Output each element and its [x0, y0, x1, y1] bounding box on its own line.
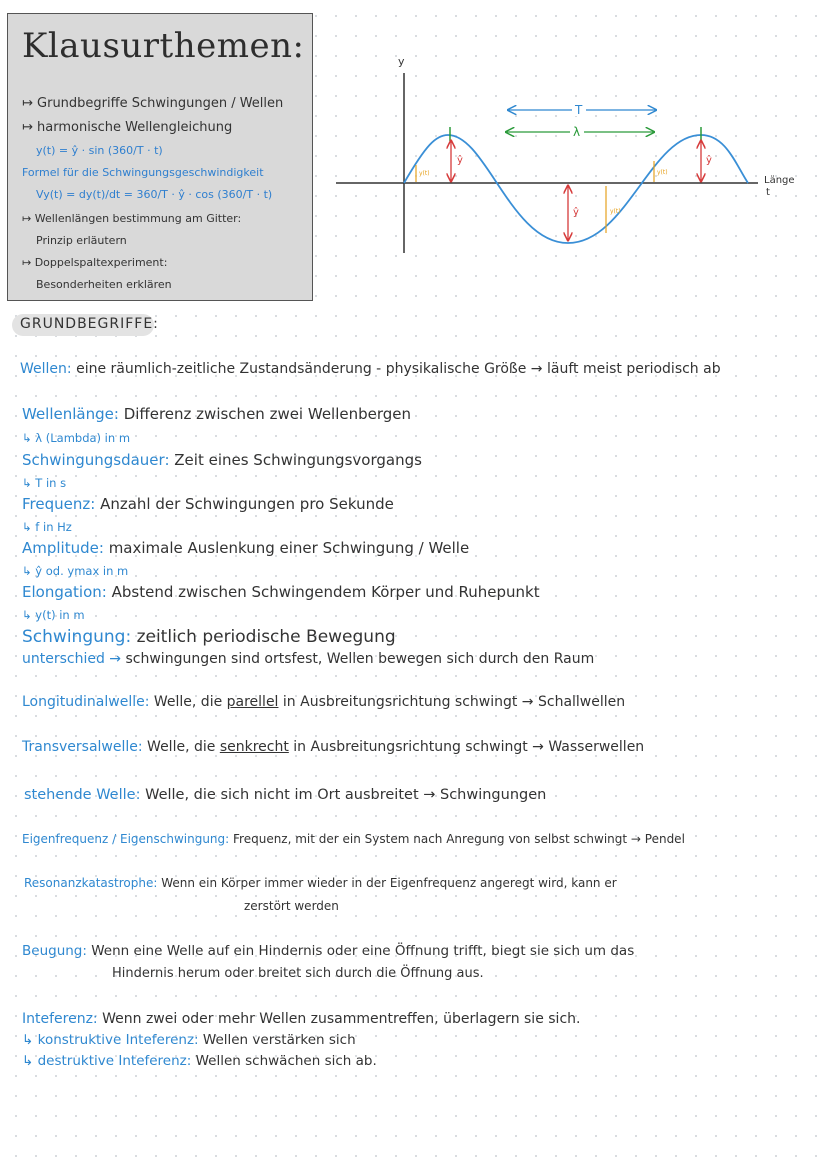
entry-beugung — [22, 943, 634, 959]
entry-unterschied — [22, 651, 594, 667]
wavelength-label: λ — [573, 125, 581, 139]
text-interferenz: Wenn zwei oder mehr Wellen zusammentreffen, überlagern sie sich. — [97, 1011, 581, 1027]
term-frequenz: Frequenz: — [22, 495, 96, 513]
text-longitudinal-b: in Ausbreitungsrichtung schwingt → Schallwellen — [278, 694, 626, 710]
text-elongation: Abstend zwischen Schwingendem Körper und Ruhepunkt — [106, 583, 540, 601]
entry-wellen — [20, 361, 721, 377]
text-unterschied: schwingungen sind ortsfest, Wellen bewegen sich durch den Raum — [121, 651, 595, 667]
text-destruktiv: Wellen schwächen sich ab. — [191, 1053, 377, 1069]
elongation-label-2: y(t) — [610, 208, 621, 215]
term-wellenlaenge: Wellenlänge: — [22, 405, 119, 423]
term-transversal: Transversalwelle: — [22, 739, 143, 755]
box-line-6: ↦ Wellenlängen bestimmung am Gitter: — [22, 212, 242, 225]
entry-elongation — [22, 583, 540, 601]
x-axis-sublabel: t — [766, 187, 770, 198]
box-line-2: ↦ harmonische Wellengleichung — [22, 120, 233, 135]
entry-destruktiv — [22, 1053, 377, 1069]
x-axis-label: Länge — [764, 175, 795, 186]
entry-eigenfrequenz — [22, 832, 685, 846]
term-amplitude: Amplitude: — [22, 539, 104, 557]
term-resonanz: Resonanzkatastrophe: — [24, 876, 158, 890]
box-title: Klausurthemen: — [22, 26, 305, 66]
entry-longitudinal — [22, 694, 625, 710]
unit-schwingungsdauer: ↳ T in s — [22, 476, 67, 490]
term-schwingung: Schwingung: — [22, 627, 132, 647]
entry-amplitude — [22, 539, 469, 557]
box-formula-1: y(t) = ŷ · sin (360/T · t) — [36, 144, 163, 157]
term-konstruktiv: ↳ konstruktive Inteferenz: — [22, 1032, 199, 1048]
box-line-7: Prinzip erläutern — [36, 234, 127, 247]
term-elongation: Elongation: — [22, 583, 107, 601]
text-konstruktiv: Wellen verstärken sich — [198, 1032, 356, 1048]
term-longitudinal: Longitudinalwelle: — [22, 694, 150, 710]
box-line-9: Besonderheiten erklären — [36, 278, 172, 291]
entry-schwingung — [22, 627, 396, 647]
box-line-8: ↦ Doppelspaltexperiment: — [22, 256, 168, 269]
amplitude-label-1: ŷ — [457, 155, 463, 166]
unit-wellenlaenge: ↳ λ (Lambda) in m — [22, 431, 131, 445]
elongation-label-1: y(t) — [419, 170, 430, 177]
y-axis-label: y — [398, 55, 405, 68]
text-longitudinal-a: Welle, die — [149, 694, 227, 710]
text-wellenlaenge: Differenz zwischen zwei Wellenbergen — [118, 405, 412, 423]
term-schwingungsdauer: Schwingungsdauer: — [22, 451, 170, 469]
text-transversal-b: in Ausbreitungsrichtung schwingt → Wasserwellen — [288, 739, 645, 755]
text-beugung: Wenn eine Welle auf ein Hindernis oder eine Öffnung trifft, biegt sie sich um das — [86, 943, 635, 959]
entry-transversal — [22, 739, 644, 755]
amplitude-label-2: ŷ — [573, 207, 579, 218]
wave-diagram — [336, 55, 806, 260]
text-frequenz: Anzahl der Schwingungen pro Sekunde — [95, 495, 394, 513]
text-schwingung: zeitlich periodische Bewegung — [131, 627, 396, 647]
entry-wellenlaenge — [22, 405, 411, 423]
text-amplitude: maximale Auslenkung einer Schwingung / Welle — [103, 539, 470, 557]
entry-interferenz — [22, 1011, 580, 1027]
text-stehend: Welle, die sich nicht im Ort ausbreitet → Schwingungen — [140, 787, 547, 803]
text-transversal-a: Welle, die — [142, 739, 220, 755]
entry-schwingungsdauer — [22, 451, 422, 469]
term-eigenfrequenz: Eigenfrequenz / Eigenschwingung: — [22, 832, 230, 846]
box-line-4: Formel für die Schwingungsgeschwindigkeit — [22, 166, 264, 179]
section-heading: GRUNDBEGRIFFE: — [20, 316, 159, 332]
term-unterschied: unterschied → — [22, 651, 122, 667]
unit-amplitude: ↳ ŷ od. ymax in m — [22, 564, 129, 578]
underline-parellel: parellel — [226, 694, 279, 710]
unit-frequenz: ↳ f in Hz — [22, 520, 72, 534]
sine-wave — [404, 135, 748, 243]
text-beugung-2: Hindernis herum oder breitet sich durch die Öffnung aus. — [112, 966, 484, 981]
text-wellen: eine räumlich-zeitliche Zustandsänderung - physikalische Größe → läuft meist periodisch ab — [71, 361, 721, 377]
box-line-1: ↦ Grundbegriffe Schwingungen / Wellen — [22, 96, 284, 111]
term-wellen: Wellen: — [20, 361, 72, 377]
text-eigenfrequenz: Frequenz, mit der ein System nach Anregung von selbst schwingt → Pendel — [229, 832, 685, 846]
entry-frequenz — [22, 495, 394, 513]
text-resonanz: Wenn ein Körper immer wieder in der Eigenfrequenz angeregt wird, kann er — [157, 876, 617, 890]
period-label: T — [575, 103, 583, 117]
term-beugung: Beugung: — [22, 943, 87, 959]
text-resonanz-2: zerstört werden — [244, 899, 339, 913]
underline-senkrecht: senkrecht — [219, 739, 289, 755]
amplitude-label-3: ŷ — [706, 155, 712, 166]
box-formula-2: Vy(t) = dy(t)/dt = 360/T · ŷ · cos (360/T · t) — [36, 188, 273, 201]
unit-elongation: ↳ y(t) in m — [22, 608, 85, 622]
entry-resonanz — [24, 876, 617, 890]
term-interferenz: Inteferenz: — [22, 1011, 98, 1027]
elongation-label-3: y(t) — [657, 169, 668, 176]
text-schwingungsdauer: Zeit eines Schwingungsvorgangs — [169, 451, 422, 469]
entry-stehend — [24, 787, 546, 803]
term-stehend: stehende Welle: — [24, 787, 141, 803]
topics-box — [7, 13, 313, 301]
term-destruktiv: ↳ destruktive Inteferenz: — [22, 1053, 192, 1069]
entry-konstruktiv — [22, 1032, 356, 1048]
